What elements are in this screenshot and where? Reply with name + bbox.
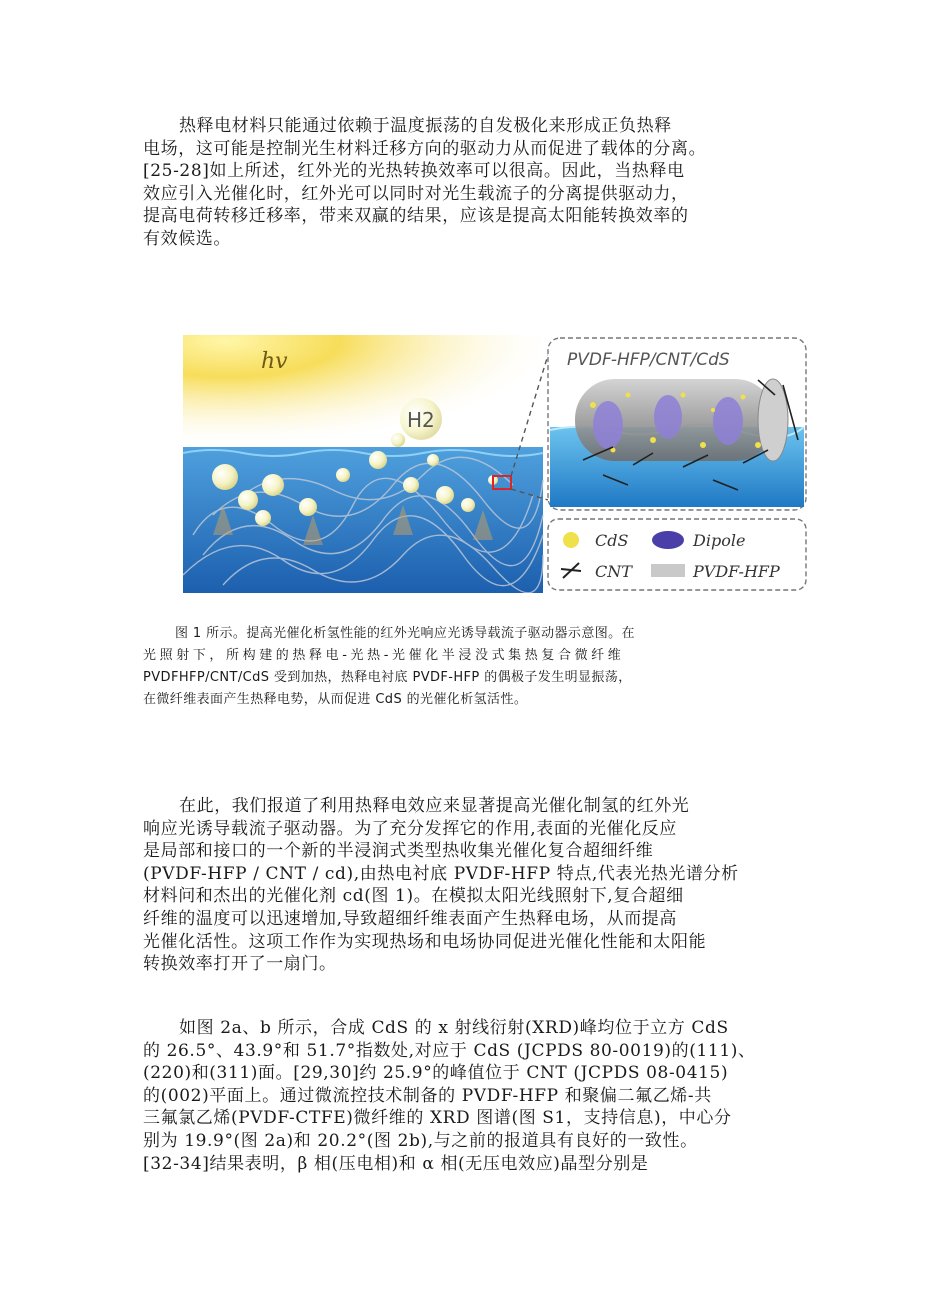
text-line: 光催化活性。这项工作作为实现热场和电场协同促进光催化性能和太阳能 — [143, 931, 707, 952]
figure-illustration — [183, 335, 809, 593]
inset-panel — [548, 338, 806, 510]
legend-cds-label: CdS — [595, 531, 629, 550]
paragraph-intro — [143, 115, 785, 251]
text-line: 热释电材料只能通过依赖于温度振荡的自发极化来形成正负热释 — [179, 116, 672, 136]
paragraph-xrd — [143, 1017, 785, 1175]
caption-line: 在微纤维表面产生热释电势，从而促进 CdS 的光催化析氢活性。 — [143, 692, 528, 707]
text-line: 效应引入光催化时，红外光可以同时对光生载流子的分离提供驱动力， — [143, 183, 689, 204]
text-line: 三氟氯乙烯(PVDF-CTFE)微纤维的 XRD 图谱(图 S1，支持信息)，中心分 — [143, 1108, 732, 1129]
text-line: 的(002)平面上。通过微流控技术制备的 PVDF-HFP 和聚偏二氟乙烯-共 — [143, 1085, 712, 1106]
text-line: (220)和(311)面。[29,30]约 25.9°的峰值位于 CNT (JCPDS 08-0415) — [143, 1063, 729, 1084]
text-line: (PVDF-HFP / CNT / cd),由热电衬底 PVDF-HFP 特点,代表光热光谱分析 — [143, 863, 739, 884]
paragraph-main — [143, 795, 785, 976]
text-line: 是局部和接口的一个新的半浸润式类型热收集光催化复合超细纤维 — [143, 841, 654, 862]
legend-pvdf-label: PVDF-HFP — [693, 562, 780, 581]
text-line: 如图 2a、b 所示，合成 CdS 的 x 射线衍射(XRD)峰均位于立方 CdS — [179, 1018, 729, 1038]
hv-label: hv — [261, 349, 288, 374]
figure-1 — [183, 335, 809, 593]
text-line: 有效候选。 — [143, 228, 231, 249]
pvdf-swatch — [651, 564, 685, 577]
text-line: 别为 19.9°(图 2a)和 20.2°(图 2b),与之前的报道具有良好的一致性。 — [143, 1130, 698, 1151]
text-line: [32-34]结果表明，β 相(压电相)和 α 相(无压电效应)晶型分别是 — [143, 1153, 649, 1174]
text-line: [25-28]如上所述，红外光的光热转换效率可以很高。因此，当热释电 — [143, 161, 685, 182]
text-line: 电场，这可能是控制光生材料迁移方向的驱动力从而促进了载体的分离。 — [143, 138, 707, 159]
caption-line: 图 1 所示。提高光催化析氢性能的红外光响应光诱导载流子驱动器示意图。在 — [175, 626, 635, 641]
text-line: 响应光诱导载流子驱动器。为了充分发挥它的作用,表面的光催化反应 — [143, 818, 678, 839]
legend-cnt-label: CNT — [595, 562, 632, 581]
text-line: 材料问和杰出的光催化剂 cd(图 1)。在模拟太阳光线照射下,复合超细 — [143, 886, 684, 907]
caption-line: 光照射下，所构建的热释电-光热-光催化半浸没式集热复合微纤维 — [143, 648, 625, 663]
text-line: 提高电荷转移迁移率，带来双赢的结果，应该是提高太阳能转换效率的 — [143, 206, 689, 227]
figure-caption — [143, 623, 788, 711]
dipole-swatch — [652, 531, 684, 549]
legend-dipole-label: Dipole — [693, 531, 746, 550]
inset-title: PVDF-HFP/CNT/CdS — [567, 350, 730, 370]
text-line: 纤维的温度可以迅速增加,导致超细纤维表面产生热释电场，从而提高 — [143, 908, 678, 929]
text-line: 在此，我们报道了利用热释电效应来显著提高光催化制氢的红外光 — [179, 796, 690, 816]
h2-label: H2 — [407, 408, 435, 432]
main-scene — [183, 335, 543, 593]
caption-line: PVDFHFP/CNT/CdS 受到加热，热释电衬底 PVDF-HFP 的偶极子发生明显振荡， — [143, 670, 632, 685]
text-line: 的 26.5°、43.9°和 51.7°指数处,对应于 CdS (JCPDS 80-0019)的(111)、 — [143, 1040, 756, 1061]
text-line: 转换效率打开了一扇门。 — [143, 954, 337, 975]
cds-swatch — [563, 532, 579, 548]
legend — [548, 519, 806, 590]
sunlight — [183, 335, 543, 450]
